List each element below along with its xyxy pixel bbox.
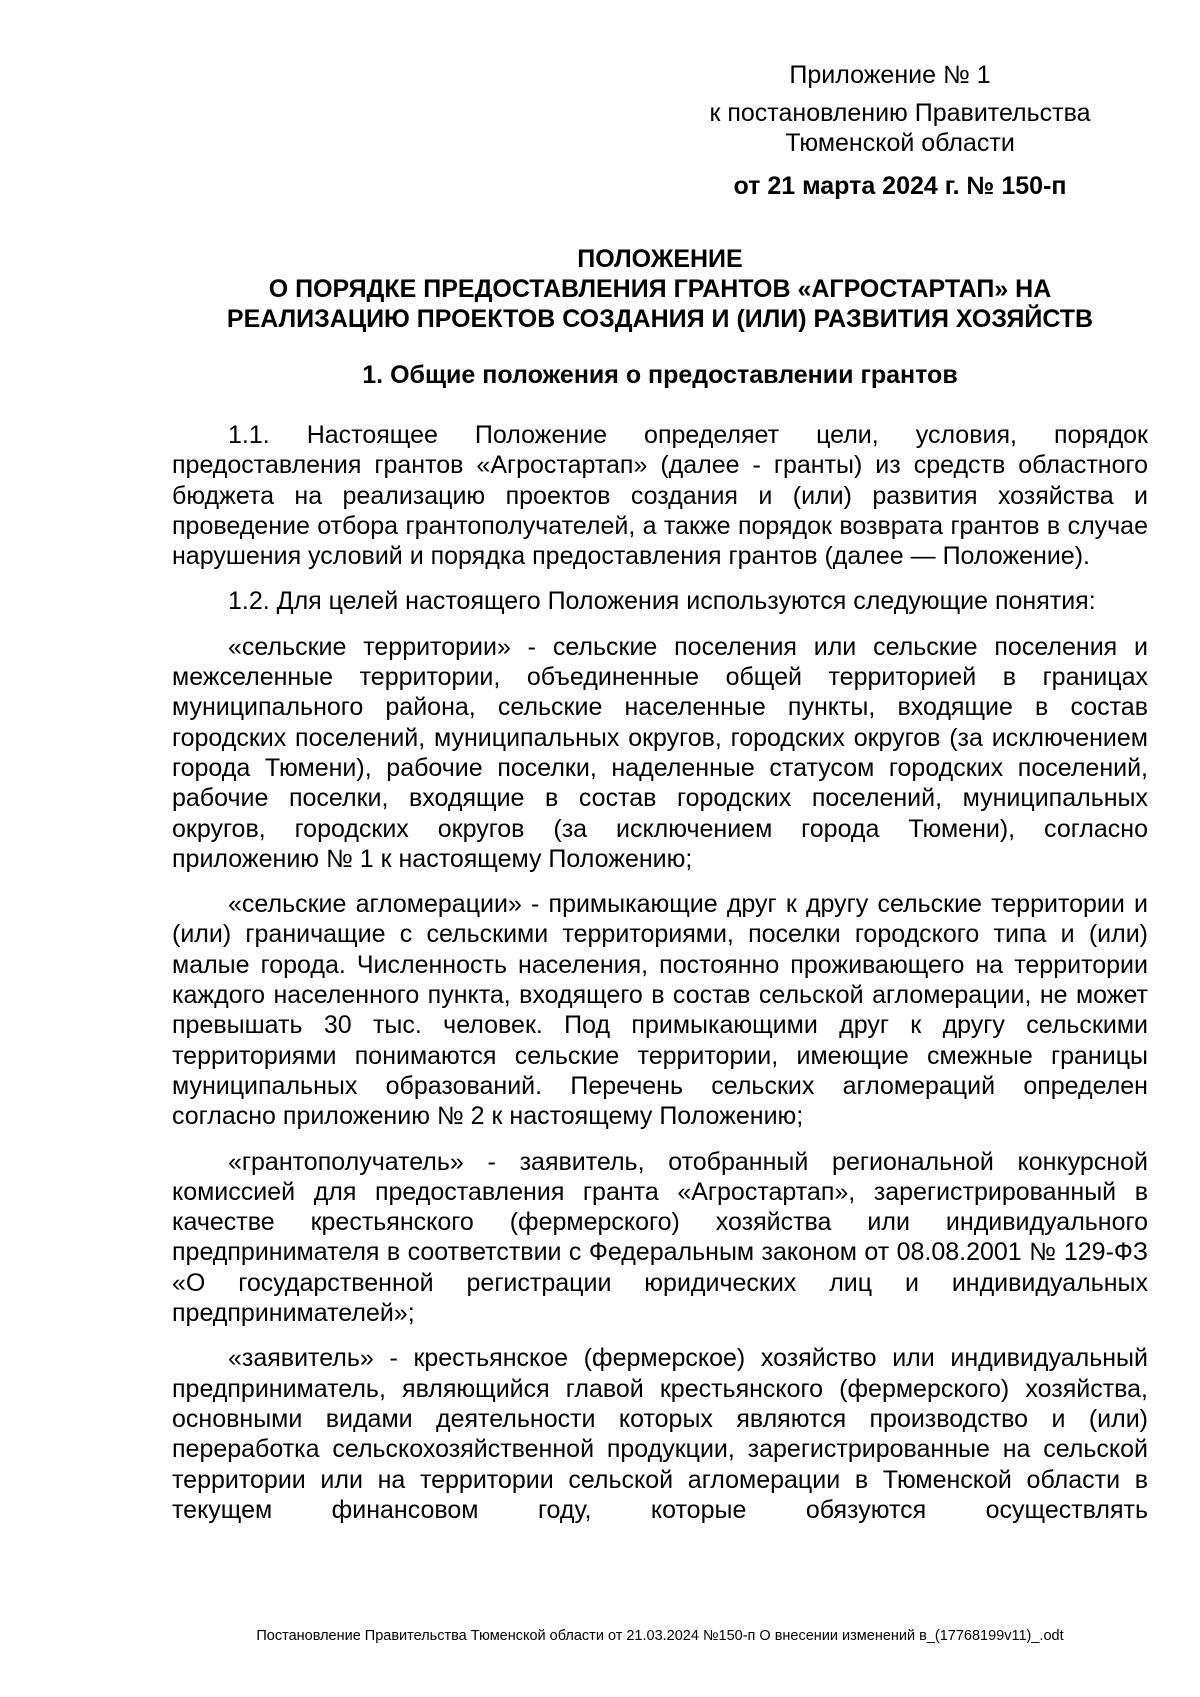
paragraph-rural-agglomerations: «сельские агломерации» - примыкающие друг к другу сельские территории и (или) граничащие с сельскими территориями, поселки городского типа и (или) малые города. Численность населения, постоянно проживающего на территории каждого населенного пункта, входящего в состав сельской агломерации, не может превышать 30 тыс. человек. Под примыкающими друг к другу сельскими территориями понимаются сельские территории, имеющие смежные границы муниципальных образований. Перечень сельских агломераций определен согласно приложению № 2 к настоящему Положению; [172, 890, 1148, 1131]
paragraph-1-2: 1.2. Для целей настоящего Положения используются следующие понятия: [228, 587, 1096, 616]
title-line-1: ПОЛОЖЕНИЕ [577, 245, 743, 273]
title-line-3: РЕАЛИЗАЦИЮ ПРОЕКТОВ СОЗДАНИЯ И (ИЛИ) РАЗВИТИЯ ХОЗЯЙСТВ [226, 305, 1094, 333]
page-footer: Постановление Правительства Тюменской области от 21.03.2024 №150-п О внесении изменений в_(17768199v11)_.odt [256, 1628, 1064, 1644]
appendix-number: Приложение № 1 [789, 61, 991, 89]
section-heading: 1. Общие положения о предоставлении грантов [362, 361, 958, 389]
title-line-2: О ПОРЯДКЕ ПРЕДОСТАВЛЕНИЯ ГРАНТОВ «АГРОСТАРТАП» НА [268, 275, 1052, 303]
paragraph-1-1: 1.1. Настоящее Положение определяет цели, условия, порядок предоставления грантов «Агростартап» (далее - гранты) из средств областного бюджета на реализацию проектов создания и (или) развития хозяйства и проведение отбора грантополучателей, а также порядок возврата грантов в случае нарушения условий и порядка предоставления грантов (далее — Положение). [172, 421, 1148, 571]
resolution-date-number: от 21 марта 2024 г. № 150-п [733, 172, 1067, 200]
paragraph-applicant: «заявитель» - крестьянское (фермерское) хозяйство или индивидуальный предприниматель, являющийся главой крестьянского (фермерского) хозяйства, основными видами деятельности которых являются производство и (или) переработка сельскохозяйственной продукции, зарегистрированные на сельской территории или на территории сельской агломерации в Тюменской области в текущем финансовом году, которые обязуются осуществлять [172, 1344, 1148, 1524]
appendix-resolution-ref: к постановлению Правительства Тюменской области [709, 99, 1091, 157]
document-body [172, 420, 1148, 1540]
paragraph-grant-recipient: «грантополучатель» - заявитель, отобранный региональной конкурсной комиссией для предоставления гранта «Агростартап», зарегистрированный в качестве крестьянского (фермерского) хозяйства или индивидуального предпринимателя в соответствии с Федеральным законом от 08.08.2001 № 129-ФЗ «О государственной регистрации юридических лиц и индивидуальных предпринимателей»; [172, 1147, 1148, 1328]
paragraph-rural-territories: «сельские территории» - сельские поселения или сельские поселения и межселенные территории, объединенные общей территорией в границах муниципального района, сельские населенные пункты, входящие в состав городских поселений, муниципальных округов, городских округов (за исключением города Тюмени), рабочие поселки, наделенные статусом городских поселений, рабочие поселки, входящие в состав городских поселений, муниципальных округов, городских округов (за исключением города Тюмени), согласно приложению № 1 к настоящему Положению; [172, 632, 1148, 873]
document-title [120, 244, 1200, 334]
